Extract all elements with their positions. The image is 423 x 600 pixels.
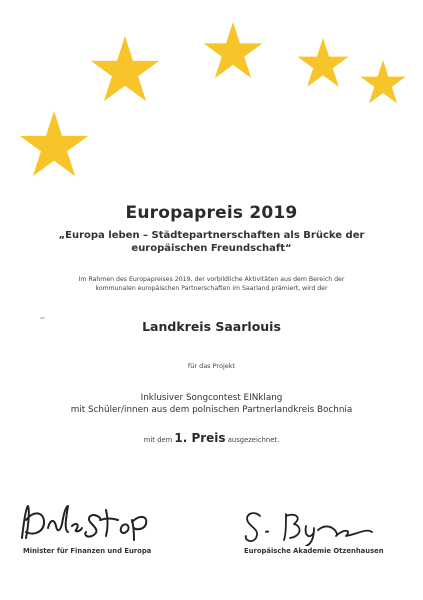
award-suffix: ausgezeichnet. bbox=[227, 436, 280, 444]
project-label: für das Projekt bbox=[187, 362, 236, 370]
signature-right bbox=[240, 506, 380, 546]
subtitle-line: „Europa leben – Städtepartnerschaften als Brücke der bbox=[58, 230, 365, 241]
project-line: mit Schüler/innen aus dem polnischen Partnerlandkreis Bochnia bbox=[70, 405, 353, 415]
intro-line: kommunalen europäischen Partnerschaften im Saarland prämiert, wird der bbox=[95, 285, 328, 292]
certificate-title: Europapreis 2019 bbox=[125, 203, 298, 223]
intro-text bbox=[0, 275, 423, 293]
signatory-left-label: Minister für Finanzen und Europa bbox=[23, 547, 152, 555]
stars-decoration bbox=[0, 0, 423, 210]
recipient-name: Landkreis Saarlouis bbox=[142, 319, 281, 334]
star-icon bbox=[204, 22, 263, 78]
intro-line: Im Rahmen des Europapreises 2019, der vorbildliche Aktivitäten aus dem Bereich der bbox=[78, 276, 345, 283]
award-prize: 1. Preis bbox=[174, 431, 226, 445]
award-prefix: mit dem bbox=[143, 436, 173, 444]
certificate-subtitle bbox=[0, 229, 423, 255]
star-icon bbox=[297, 38, 348, 87]
star-icon bbox=[91, 36, 159, 101]
award-line bbox=[0, 431, 423, 445]
project-description bbox=[0, 392, 423, 416]
star-icon bbox=[360, 60, 406, 103]
subtitle-line: europäischen Freundschaft“ bbox=[131, 243, 292, 254]
signature-left bbox=[14, 498, 164, 544]
signatory-right-label: Europäische Akademie Otzenhausen bbox=[244, 547, 384, 555]
project-line: Inklusiver Songcontest EINklang bbox=[140, 393, 283, 403]
star-icon bbox=[20, 111, 88, 176]
